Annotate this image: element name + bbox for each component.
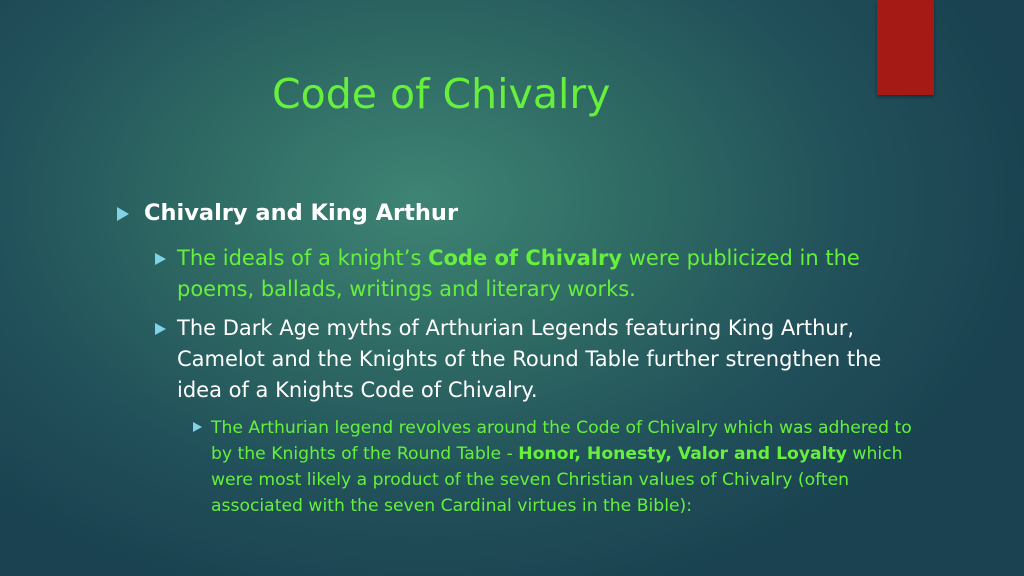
bullet-level3-arthurian-legend bbox=[193, 415, 926, 519]
bullet-level2-dark-age bbox=[155, 313, 922, 406]
bullet-ideals-text bbox=[177, 243, 922, 305]
ideals-text-end: were publicized in the poems, ballads, writings and literary works. bbox=[177, 246, 860, 301]
triangle-bullet-icon bbox=[155, 323, 166, 335]
bullet-arthurian-legend-text bbox=[211, 415, 926, 519]
bullet-level2-ideals bbox=[155, 243, 922, 305]
bullet-level1 bbox=[117, 198, 458, 229]
triangle-bullet-icon bbox=[193, 422, 202, 432]
bullet-dark-age-text: The Dark Age myths of Arthurian Legends featuring King Arthur, Camelot and the Knights of the Round Table further strengthen the idea of a Knights Code of Chivalry. bbox=[177, 316, 882, 402]
triangle-bullet-icon bbox=[117, 207, 129, 221]
slide-title: Code of Chivalry bbox=[272, 70, 611, 118]
legend-text-start: The Arthurian legend revolves around the Code of Chivalry which was adhered to by the Knights of the Round Table - bbox=[211, 418, 912, 464]
legend-text-end: which were most likely a product of the seven Christian values of Chivalry (often associated with the seven Cardinal virtues in the Bible): bbox=[211, 444, 903, 516]
red-accent-bar bbox=[877, 0, 934, 95]
triangle-bullet-icon bbox=[155, 253, 166, 265]
ideals-text-bold: Code of Chivalry bbox=[428, 246, 623, 270]
bullet-chivalry-and-king-arthur: Chivalry and King Arthur bbox=[144, 200, 459, 226]
ideals-text-start: The ideals of a knight’s bbox=[177, 246, 429, 270]
legend-text-bold: Honor, Honesty, Valor and Loyalty bbox=[518, 444, 847, 464]
